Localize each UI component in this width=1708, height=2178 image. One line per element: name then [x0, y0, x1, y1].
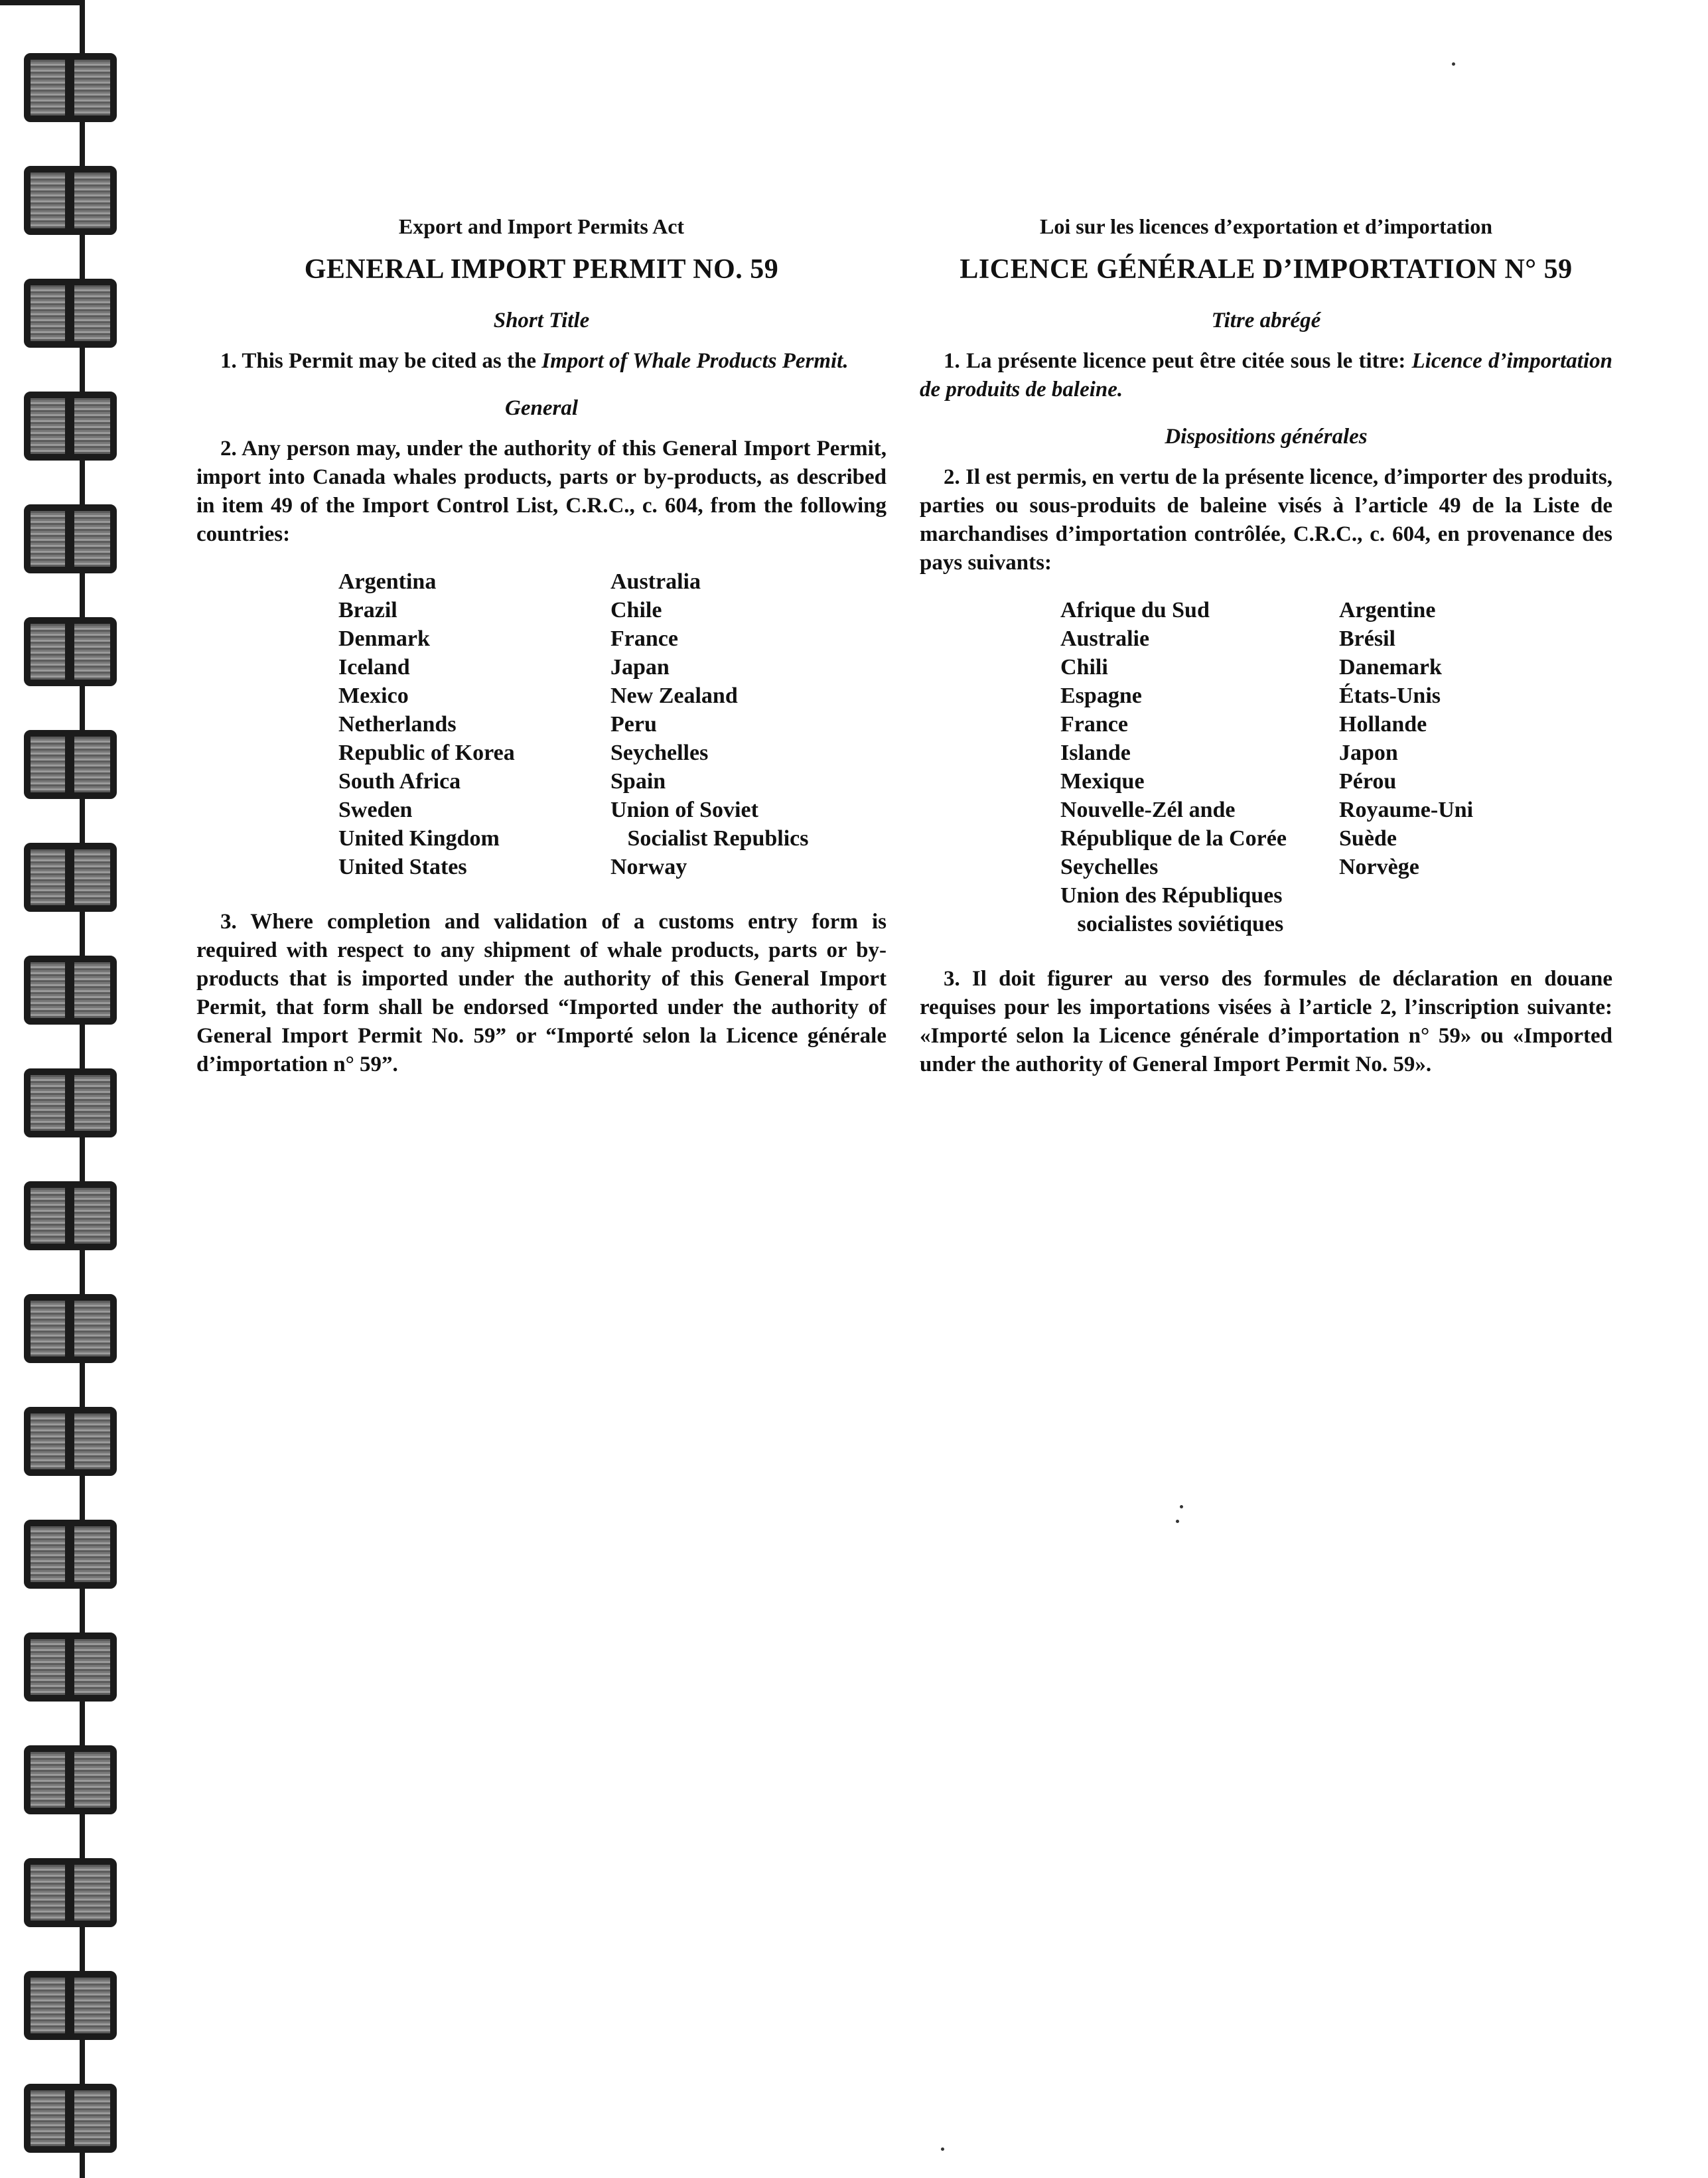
country-item: Union des Républiques: [1060, 883, 1283, 908]
scan-speck: [1180, 1505, 1183, 1508]
country-item: socialistes soviétiques: [1060, 912, 1284, 936]
act-title-en: Export and Import Permits Act: [398, 214, 685, 238]
country-item: Danemark: [1339, 655, 1442, 680]
scan-speck: [941, 2147, 944, 2151]
country-item: France: [1060, 712, 1128, 737]
binding-ring: [24, 53, 117, 122]
binding-ring: [24, 2084, 117, 2153]
short-title-heading-en: Short Title: [493, 309, 590, 332]
binding-ring: [24, 392, 117, 461]
country-item: Socialist Republics: [610, 826, 809, 851]
english-column: [196, 212, 887, 1098]
country-item: New Zealand: [610, 684, 738, 708]
country-list-fr-col2: [1339, 596, 1604, 938]
country-item: Seychelles: [610, 741, 709, 765]
country-list-fr-col1: [1060, 596, 1339, 938]
country-item: South Africa: [338, 769, 461, 794]
country-list-fr: [1060, 596, 1612, 938]
country-item: Netherlands: [338, 712, 457, 737]
country-item: Suède: [1339, 826, 1397, 851]
country-list-en: [338, 567, 887, 881]
country-item: Afrique du Sud: [1060, 598, 1210, 622]
french-column: [920, 212, 1612, 1098]
binding-ring: [24, 1633, 117, 1702]
scan-speck: [1452, 62, 1455, 66]
country-item: Iceland: [338, 655, 410, 680]
country-item: Pérou: [1339, 769, 1397, 794]
binding-ring: [24, 1971, 117, 2040]
country-item: Islande: [1060, 741, 1131, 765]
country-item: Espagne: [1060, 684, 1142, 708]
country-item: Spain: [610, 769, 666, 794]
country-list-en-col2: [610, 567, 876, 881]
binding-ring: [24, 617, 117, 686]
binding-ring: [24, 1520, 117, 1589]
scan-speck: [1176, 1520, 1179, 1523]
paragraph-3-fr: 3. Il doit figurer au verso des formules de déclaration en douane requises pour les importations visées à l’article 2, l’inscription suivante: «Importé selon la Licence générale d’importation n° 59» ou «Imported under the authority of General Import Permit No. 59».: [920, 967, 1612, 1076]
country-item: Argentina: [338, 569, 437, 594]
country-item: Seychelles: [1060, 855, 1159, 879]
general-heading-en: General: [505, 396, 578, 420]
country-item: Peru: [610, 712, 657, 737]
paragraph-1-fr-cite: Licence d’importation de produits de baleine.: [920, 349, 1612, 401]
paragraph-2-fr: 2. Il est permis, en vertu de la présente licence, d’importer des produits, parties ou sous-produits de baleine visés à l’article 49 de la Liste de marchandises d’importation contrôlée, C.R.C., c. 604, en provenance des pays suivants:: [920, 465, 1612, 575]
country-item: Japon: [1339, 741, 1398, 765]
binding-corner: [0, 0, 85, 5]
country-item: Hollande: [1339, 712, 1427, 737]
country-item: Brésil: [1339, 626, 1395, 651]
country-item: Norway: [610, 855, 687, 879]
binding-ring: [24, 1858, 117, 1927]
paragraph-1-fr-text: 1. La présente licence peut être citée sous le titre:: [944, 349, 1412, 373]
binding-ring: [24, 730, 117, 799]
act-title-fr: Loi sur les licences d’exportation et d’importation: [1039, 214, 1492, 238]
country-item: Australie: [1060, 626, 1150, 651]
binding-ring: [24, 1068, 117, 1137]
country-item: Brazil: [338, 598, 397, 622]
paragraph-1-fr: [920, 347, 1612, 404]
country-item: Denmark: [338, 626, 430, 651]
country-item: Mexico: [338, 684, 409, 708]
country-item: France: [610, 626, 678, 651]
country-item: Royaume-Uni: [1339, 798, 1474, 822]
country-item: Japan: [610, 655, 670, 680]
binding-ring: [24, 1181, 117, 1250]
binding-ring: [24, 279, 117, 348]
paragraph-1-en-text: 1. This Permit may be cited as the: [220, 349, 542, 373]
country-item: Chile: [610, 598, 662, 622]
country-item: Mexique: [1060, 769, 1145, 794]
paragraph-3-en: 3. Where completion and validation of a customs entry form is required with respect to any shipment of whale products, parts or by-products that is imported under the authority of this General Import Permit, that form shall be endorsed “Imported under the authority of General Import Permit No. 59” or “Importé selon la Licence générale d’importation n° 59”.: [196, 910, 887, 1076]
country-item: United States: [338, 855, 467, 879]
binding-ring: [24, 956, 117, 1025]
country-item: Norvège: [1339, 855, 1419, 879]
binding-ring: [24, 504, 117, 573]
paragraph-1-en: [196, 347, 887, 376]
country-item: United Kingdom: [338, 826, 500, 851]
permit-title-fr: LICENCE GÉNÉRALE D’IMPORTATION N° 59: [960, 254, 1573, 285]
binding-ring: [24, 1294, 117, 1363]
country-item: États-Unis: [1339, 684, 1441, 708]
country-list-en-col1: [338, 567, 610, 881]
country-item: Argentine: [1339, 598, 1436, 622]
short-title-heading-fr: Titre abrégé: [1211, 309, 1321, 332]
country-item: Chili: [1060, 655, 1108, 680]
country-item: Union of Soviet: [610, 798, 758, 822]
binding-ring: [24, 1745, 117, 1814]
country-item: Sweden: [338, 798, 413, 822]
binding-ring: [24, 166, 117, 235]
paragraph-1-en-cite: Import of Whale Products Permit.: [541, 349, 849, 373]
general-heading-fr: Dispositions générales: [1165, 425, 1368, 449]
country-item: Nouvelle-Zél ande: [1060, 798, 1236, 822]
binding-ring: [24, 1407, 117, 1476]
country-item: Australia: [610, 569, 701, 594]
country-item: Republic of Korea: [338, 741, 515, 765]
paragraph-2-en: 2. Any person may, under the authority of this General Import Permit, import into Canada whales products, parts or by-products, as described in item 49 of the Import Control List, C.R.C., c. 604, from the following countries:: [196, 437, 887, 546]
country-item: République de la Corée: [1060, 826, 1287, 851]
permit-title-en: GENERAL IMPORT PERMIT NO. 59: [304, 254, 779, 285]
binding-ring: [24, 843, 117, 912]
